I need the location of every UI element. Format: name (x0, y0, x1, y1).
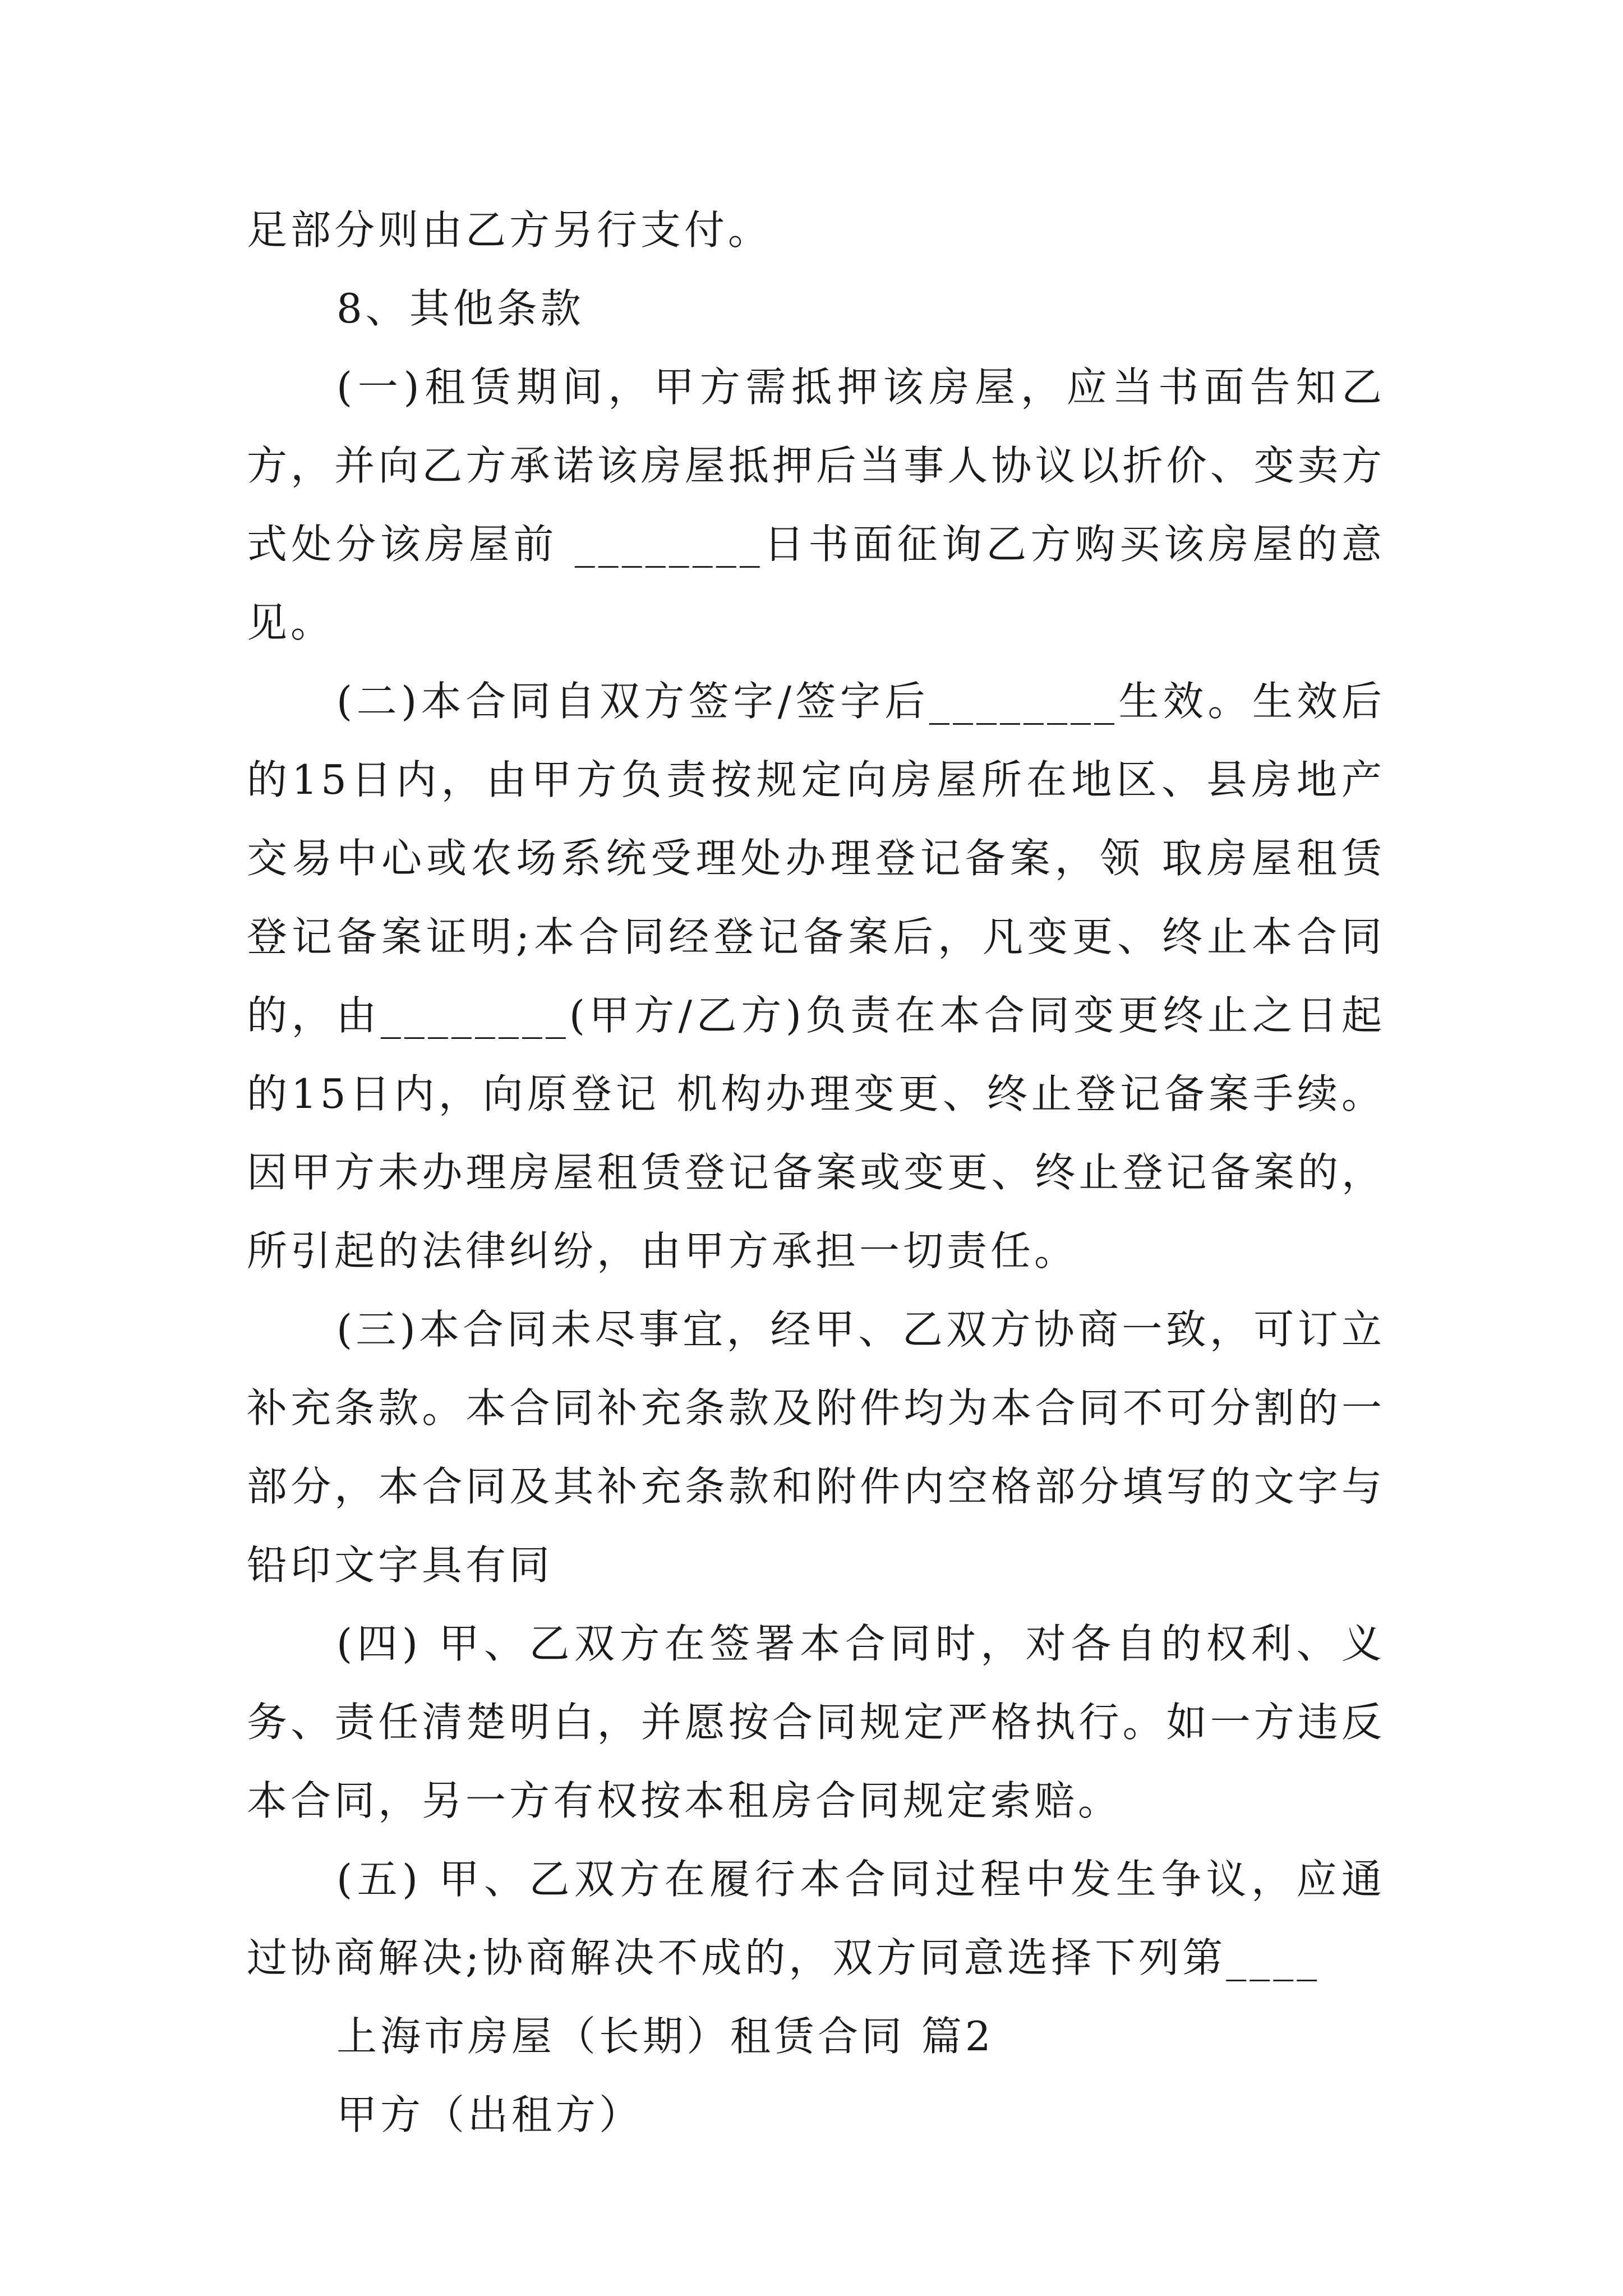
section-heading-other-terms: 8、其他条款 (336, 285, 584, 332)
document-body (247, 191, 1385, 2154)
paragraph-continuation: 足部分则由乙方另行支付。 (247, 206, 772, 254)
clause-4: (四) 甲、乙双方在签署本合同时，对各自的权利、义务、责任清楚明白，并愿按合同规定严格执行。如一方违反本合同，另一方有权按本租房合同规定索赔。 (247, 1620, 1385, 1824)
contract-title: 上海市房屋（长期）租赁合同 篇2 (336, 2013, 994, 2060)
party-a-label: 甲方（出租方） (336, 2091, 643, 2138)
clause-5: (五) 甲、乙双方在履行本合同过程中发生争议，应通过协商解决;协商解决不成的，双方同意选择下列第____ (247, 1856, 1385, 1981)
clause-2: (二)本合同自双方签字/签字后________生效。生效后的15日内，由甲方负责按规定向房屋所在地区、县房地产交易中心或农场系统受理处办理登记备案，领 取房屋租赁登记备案证明;本合同经登记备案后，凡变更、终止本合同的，由________(甲方/乙方)负责在本合同变更终止之日起的15日内，向原登记 机构办理变更、终止登记备案手续。因甲方未办理房屋租赁登记备案或变更、终止登记备案的，所引起的法律纠纷，由甲方承担一切责任。 (247, 678, 1385, 1274)
clause-1: (一)租赁期间，甲方需抵押该房屋，应当书面告知乙方，并向乙方承诺该房屋抵押后当事人协议以折价、变卖方式处分该房屋前 ________日书面征询乙方购买该房屋的意见。 (247, 364, 1385, 646)
clause-3: (三)本合同未尽事宜，经甲、乙双方协商一致，可订立补充条款。本合同补充条款及附件均为本合同不可分割的一部分，本合同及其补充条款和附件内空格部分填写的文字与铅印文字具有同 (247, 1306, 1385, 1589)
